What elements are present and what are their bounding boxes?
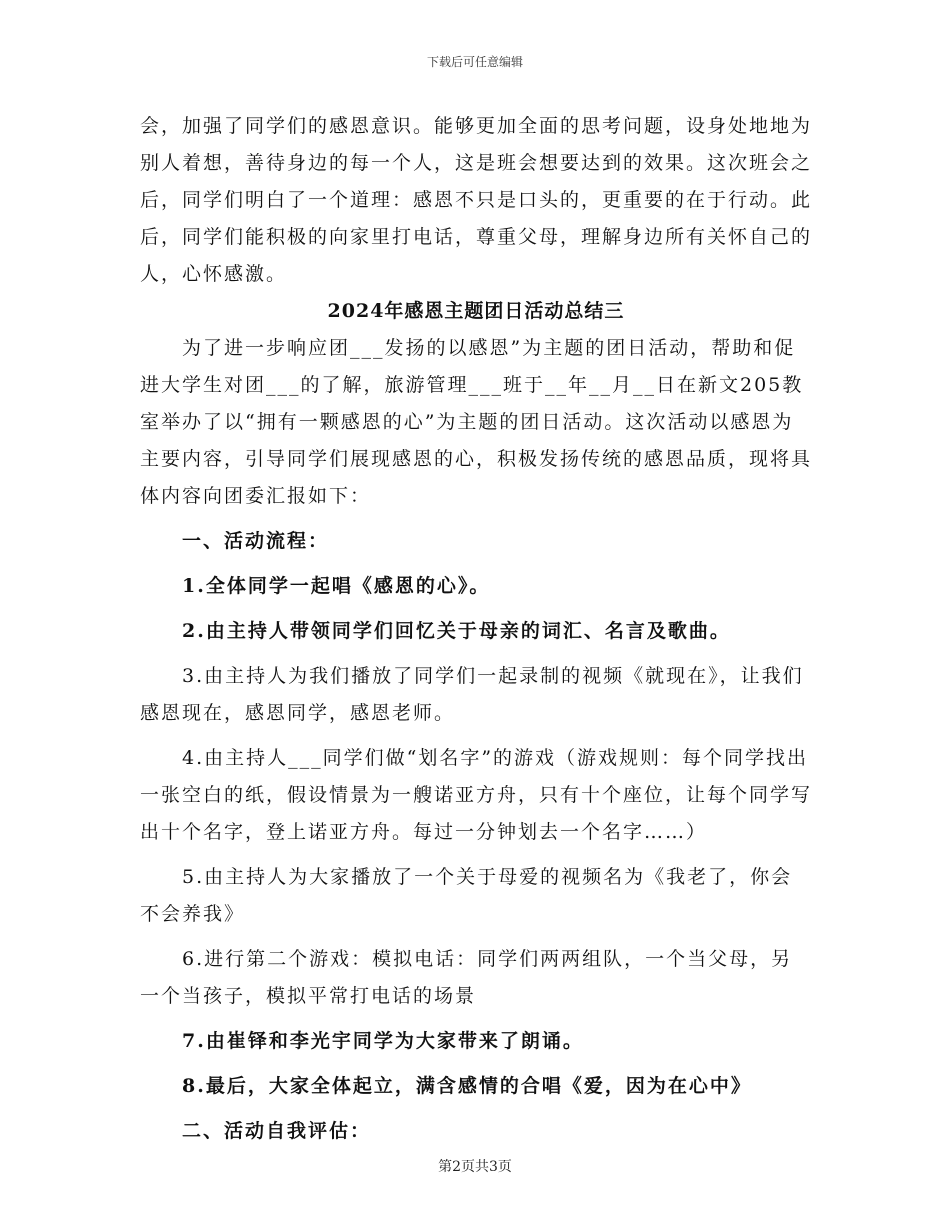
list-item-4: 4.由主持人___同学们做“划名字”的游戏（游戏规则：每个同学找出一张空白的纸，假设情景为一艘诺亚方舟，只有十个座位，让每个同学写出十个名字，登上诺亚方舟。每过一分钟划去一个名字……） — [140, 747, 813, 843]
intro-paragraph: 为了进一步响应团___发扬的以感恩”为主题的团日活动，帮助和促进大学生对团___的了解，旅游管理___班于__年__月__日在新文205教室举办了以“拥有一颗感恩的心”为主题的团日活动。这次活动以感恩为主要内容，引导同学们展现感恩的心，积极发扬传统的感恩品质，现将具体内容向团委汇报如下： — [140, 337, 813, 507]
list-item-6: 6.进行第二个游戏：模拟电话：同学们两两组队，一个当父母，另一个当孩子，模拟平常打电话的场景 — [140, 948, 793, 1007]
page-header: 下载后可任意编辑 — [426, 55, 523, 69]
list-item-2: 2.由主持人带领同学们回忆关于母亲的词汇、名言及歌曲。 — [182, 620, 731, 642]
section-title: 2024年感恩主题团日活动总结三 — [327, 300, 625, 322]
list-item-8: 8.最后，大家全体起立，满含感情的合唱《爱，因为在心中》 — [182, 1075, 752, 1097]
heading-activity-process: 一、活动流程： — [182, 530, 330, 552]
page-footer: 第2页共3页 — [438, 1159, 512, 1175]
document-body — [140, 108, 812, 1150]
heading-self-evaluation: 二、活动自我评估： — [182, 1120, 372, 1142]
paragraph-continuation: 会，加强了同学们的感恩意识。能够更加全面的思考问题，设身处地地为别人着想，善待身边的每一个人，这是班会想要达到的效果。这次班会之后，同学们明白了一个道理：感恩不只是口头的，更重要的在于行动。此后，同学们能积极的向家里打电话，尊重父母，理解身边所有关怀自己的人，心怀感激。 — [140, 115, 813, 285]
list-item-1: 1.全体同学一起唱《感恩的心》。 — [182, 575, 491, 597]
list-item-5: 5.由主持人为大家播放了一个关于母爱的视频名为《我老了，你会不会养我》 — [140, 866, 793, 925]
list-item-3: 3.由主持人为我们播放了同学们一起录制的视频《就现在》，让我们感恩现在，感恩同学，感恩老师。 — [140, 665, 804, 724]
list-item-7: 7.由崔铎和李光宇同学为大家带来了朗诵。 — [182, 1030, 584, 1052]
